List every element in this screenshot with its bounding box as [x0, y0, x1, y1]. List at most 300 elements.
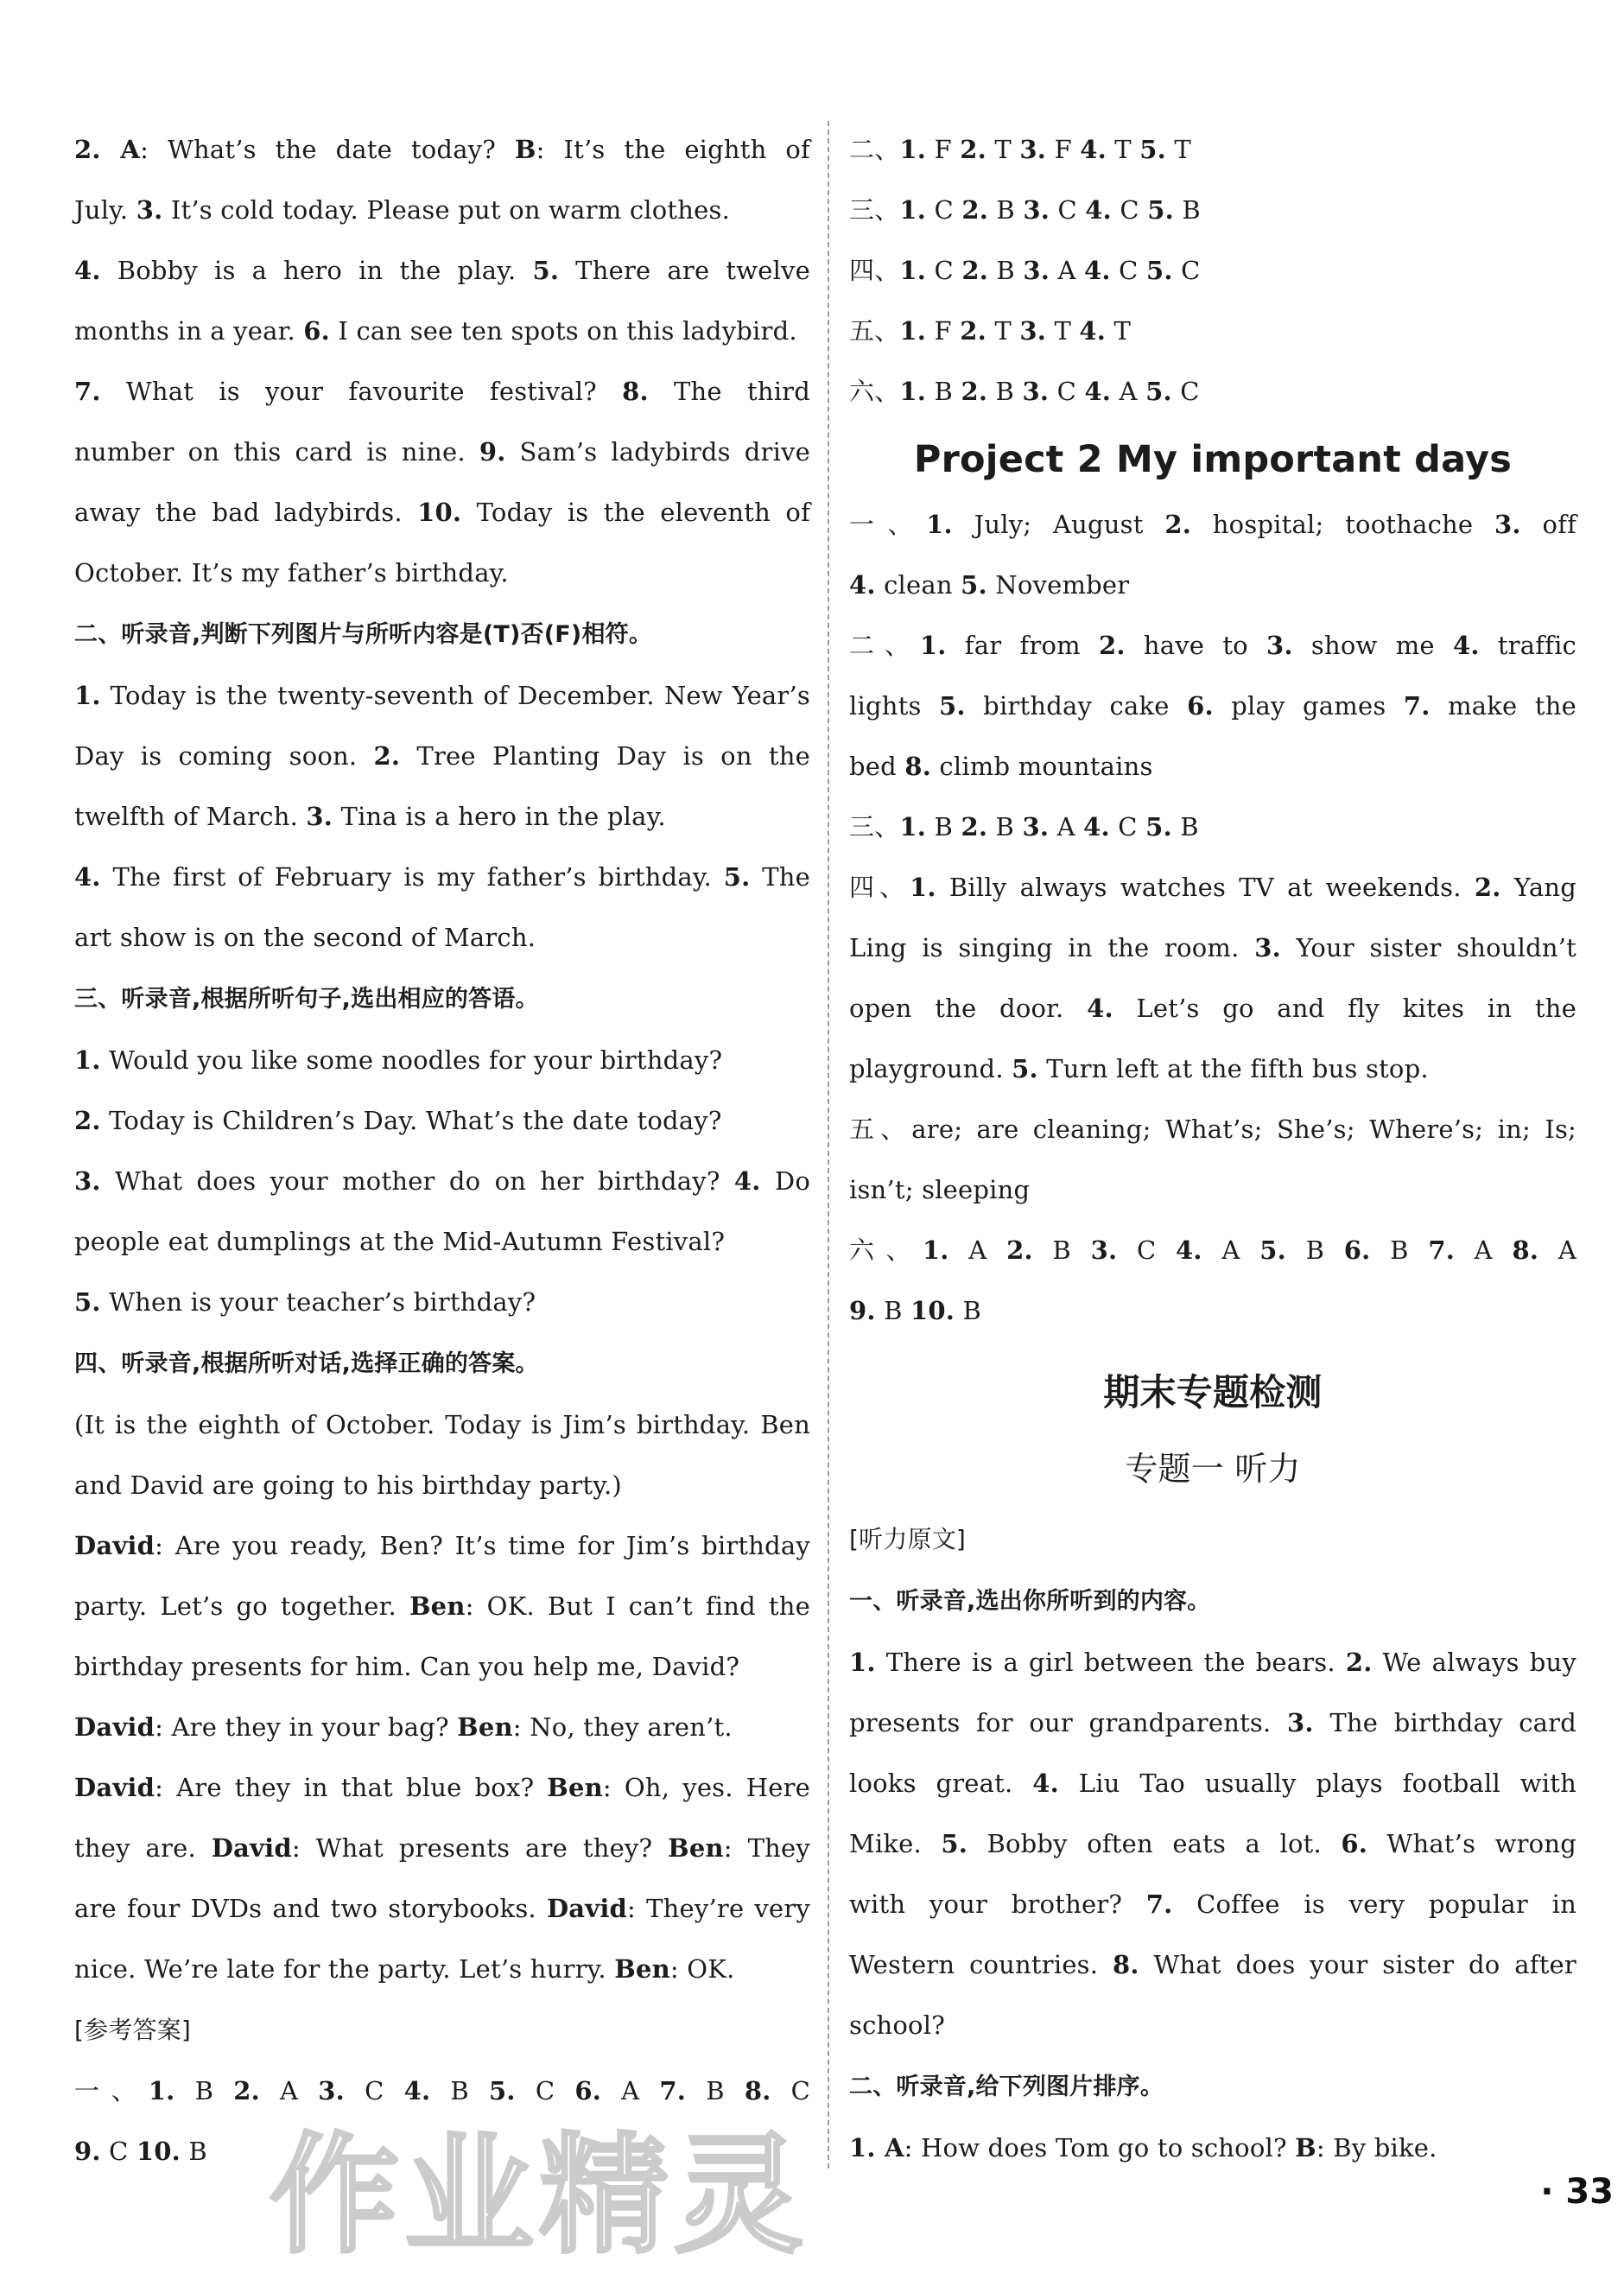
text-line: [74, 422, 810, 482]
bold-label: 1.: [919, 631, 947, 660]
text-run: : It’s the eighth of: [536, 135, 810, 164]
text-run: B: [926, 377, 961, 406]
text-line: [74, 726, 810, 786]
text-line: [74, 1211, 810, 1272]
bold-label: 8.: [1113, 1950, 1139, 1979]
text-line: [849, 1813, 1576, 1874]
text-run: What’s wrong: [1367, 1829, 1576, 1858]
bold-label: 4.: [1087, 994, 1113, 1023]
text-run: Tree Planting Day is on the: [400, 741, 810, 771]
text-run: people eat dumplings at the Mid-Autumn Festival?: [74, 1227, 726, 1256]
text-line: [849, 555, 1576, 615]
bold-label: 5.: [961, 570, 987, 600]
text-run: A: [1049, 812, 1084, 842]
text-run: Ling is singing in the room.: [849, 933, 1255, 962]
text-line: [849, 180, 1576, 240]
text-run: looks great.: [849, 1769, 1033, 1798]
text-run: C: [1110, 256, 1146, 285]
text-line: [74, 1332, 810, 1394]
text-run: twelfth of March.: [74, 802, 307, 831]
text-run: We always buy: [1372, 1648, 1576, 1677]
bold-label: 4.: [733, 1166, 761, 1196]
text-run: party. Let’s go together.: [74, 1591, 409, 1621]
text-line: [74, 1576, 810, 1636]
text-line: [74, 1636, 810, 1697]
bold-label: 4.: [1084, 377, 1112, 406]
text-line: [849, 1934, 1576, 1995]
page-number: · 33: [1540, 2172, 1614, 2212]
text-run: Turn left at the fifth bus stop.: [1037, 1054, 1429, 1083]
text-run: A: [259, 2076, 319, 2105]
text-run: July.: [74, 195, 136, 225]
bold-label: 1.: [74, 1045, 101, 1075]
text-run: hospital; toothache: [1191, 510, 1495, 539]
text-run: art show is on the second of March.: [74, 923, 536, 952]
text-run: 六、: [849, 1235, 923, 1265]
text-line: [74, 1030, 810, 1090]
bold-label: 8.: [1512, 1235, 1539, 1265]
text-run: B: [955, 1296, 982, 1325]
text-line: [74, 1272, 810, 1332]
bold-label: 1.: [899, 195, 927, 225]
bold-label: 6.: [1341, 1829, 1367, 1858]
bold-label: 5.: [1012, 1054, 1038, 1083]
text-line: [74, 1151, 810, 1211]
text-run: C: [1117, 1235, 1177, 1265]
bold-label: 2.: [1474, 873, 1501, 902]
text-line: [74, 968, 810, 1030]
bold-label: 6.: [1187, 691, 1214, 721]
bold-label: Ben: [457, 1712, 513, 1742]
text-run: nice. We’re late for the party. Let’s hurry.: [74, 1954, 615, 1984]
bold-label: 3.: [1090, 1235, 1118, 1265]
text-run: T: [986, 135, 1020, 164]
text-run: 五、are; are cleaning; What’s; She’s; Where’s; in; Is;: [849, 1115, 1576, 1144]
text-run: 一、: [74, 2076, 149, 2105]
text-line: [74, 847, 810, 907]
bold-label: 5.: [1259, 1235, 1286, 1265]
bold-label: Ben: [409, 1591, 466, 1621]
text-run: 一、: [849, 510, 927, 539]
text-line: [849, 2055, 1576, 2118]
text-run: Let’s go and fly kites in the: [1113, 994, 1577, 1023]
bold-label: David: [211, 1833, 292, 1863]
bold-label: 4.: [1079, 316, 1107, 346]
text-line: [74, 603, 810, 665]
text-line: [74, 119, 810, 180]
bold-label: David: [74, 1531, 155, 1560]
final-test-title: 期末专题检测: [1103, 1371, 1323, 1413]
text-run: B: [1173, 195, 1201, 225]
text-line: [849, 1995, 1576, 2055]
project-title: Project 2 My important days: [913, 438, 1513, 481]
text-line: [849, 1570, 1576, 1632]
bold-label: 3.: [74, 1166, 101, 1196]
bold-label: 3.: [1022, 377, 1050, 406]
bold-label: 1.: [849, 1648, 876, 1677]
bold-label: 5.: [1145, 256, 1173, 285]
text-run: : Are they in your bag?: [155, 1712, 458, 1742]
text-run: F: [1046, 135, 1081, 164]
text-run: birthday presents for him. Can you help me, David?: [74, 1652, 740, 1681]
text-line: [849, 1099, 1576, 1159]
bold-label: 10.: [417, 498, 462, 527]
text-line: [849, 1220, 1576, 1280]
text-run: : No, they aren’t.: [512, 1712, 733, 1742]
text-run: What does your mother do on her birthday?: [100, 1166, 734, 1196]
text-run: F: [926, 135, 961, 164]
text-run: are four DVDs and two storybooks.: [74, 1894, 547, 1923]
text-run: 五、: [849, 316, 900, 346]
text-line: [74, 665, 810, 726]
text-line: [849, 2118, 1576, 2178]
text-run: months in a year.: [74, 316, 304, 346]
text-line: [849, 918, 1576, 978]
text-run: C: [100, 2137, 136, 2166]
text-run: : By bike.: [1316, 2133, 1437, 2163]
watermark: 作业精灵: [270, 2121, 809, 2271]
text-line: [74, 1394, 810, 1455]
bold-label: 4.: [1176, 1235, 1202, 1265]
text-run: away the bad ladybirds.: [74, 498, 418, 527]
text-line: [849, 978, 1576, 1038]
bold-label: 4.: [74, 862, 101, 892]
text-run: clean: [875, 570, 961, 600]
bold-label: 2.: [961, 195, 989, 225]
text-run: lights: [849, 691, 940, 721]
text-run: : What’s the date today?: [140, 135, 515, 164]
text-line: [849, 361, 1576, 422]
text-run: B: [926, 812, 961, 842]
text-run: B: [987, 377, 1023, 406]
bold-label: 2.: [233, 2076, 260, 2105]
text-run: birthday cake: [965, 691, 1188, 721]
text-run: show me: [1292, 631, 1453, 660]
bold-label: David: [74, 1773, 155, 1802]
text-line: [74, 301, 810, 361]
text-run: A: [1111, 377, 1146, 406]
text-run: A: [1050, 256, 1085, 285]
bold-label: 1.: [909, 873, 936, 902]
text-run: : Are you ready, Ben? It’s time for Jim’s birthday: [155, 1531, 810, 1560]
text-run: Mike.: [849, 1829, 942, 1858]
text-run: [听力原文]: [849, 1525, 967, 1553]
bold-label: 5.: [1147, 195, 1174, 225]
text-line: [849, 1632, 1576, 1693]
text-line: [849, 494, 1576, 555]
text-line: [74, 240, 810, 301]
text-run: (It is the eighth of October. Today is Jim’s birthday. Ben: [74, 1410, 810, 1439]
bold-label: 4.: [1032, 1769, 1059, 1798]
text-line: [849, 119, 1576, 180]
text-run: 三、: [849, 195, 900, 225]
text-run: C: [1050, 195, 1086, 225]
bold-label: 10.: [136, 2137, 181, 2166]
bold-label: 2.: [961, 256, 989, 285]
text-line: [74, 1818, 810, 1878]
text-line: [849, 301, 1576, 361]
text-line: [74, 907, 810, 968]
text-line: [849, 676, 1576, 736]
text-line: [849, 1693, 1576, 1753]
text-run: July; August: [952, 510, 1165, 539]
bold-label: 2.: [1345, 1648, 1373, 1677]
text-run: A: [1538, 1235, 1576, 1265]
bold-label: 4.: [1084, 256, 1111, 285]
text-line: [74, 180, 810, 240]
text-line: [74, 786, 810, 847]
bold-label: 2.: [960, 135, 986, 164]
text-run: presents for our grandparents.: [849, 1708, 1288, 1737]
bold-label: 2. A: [74, 135, 141, 164]
bold-label: David: [546, 1894, 628, 1923]
text-run: The birthday card: [1313, 1708, 1576, 1737]
text-run: C: [771, 2076, 810, 2105]
text-run: C: [1171, 377, 1200, 406]
right-column: [849, 119, 1576, 2178]
text-line: [849, 615, 1576, 676]
text-run: Coffee is very popular in: [1172, 1889, 1576, 1919]
text-run: 六、: [849, 377, 900, 406]
bold-label: 1. A: [849, 2133, 904, 2163]
text-run: off: [1520, 510, 1576, 539]
text-line: [74, 1515, 810, 1576]
text-run: Billy always watches TV at weekends.: [936, 873, 1475, 902]
text-run: : They’re very: [627, 1894, 811, 1923]
answer-key-top: [849, 119, 1576, 422]
bold-label: 4.: [1085, 195, 1112, 225]
text-run: open the door.: [849, 994, 1088, 1023]
bold-label: 2.: [1164, 510, 1192, 539]
text-run: school?: [849, 2010, 945, 2040]
text-run: Do: [760, 1166, 811, 1196]
bold-label: 9.: [479, 437, 506, 467]
text-run: B: [988, 256, 1024, 285]
text-run: The third: [648, 377, 810, 406]
bold-label: 5.: [1145, 812, 1172, 842]
bold-label: 3.: [318, 2076, 345, 2105]
column-divider: [828, 121, 829, 2169]
text-line: [849, 1038, 1576, 1099]
text-run: T: [1046, 316, 1080, 346]
text-run: Would you like some noodles for your birthday?: [100, 1045, 723, 1075]
bold-label: 6.: [1343, 1235, 1371, 1265]
bold-label: 8.: [904, 752, 931, 781]
text-line: [849, 857, 1576, 918]
text-run: Today is Children’s Day. What’s the date today?: [100, 1106, 722, 1135]
bold-label: 2.: [961, 812, 988, 842]
text-run: When is your teacher’s birthday?: [100, 1287, 536, 1317]
text-line: [849, 1159, 1576, 1220]
bold-label: 1.: [922, 1235, 949, 1265]
text-run: A: [1455, 1235, 1513, 1265]
text-run: B: [875, 1296, 911, 1325]
text-run: Western countries.: [849, 1950, 1113, 1979]
text-run: What does your sister do after: [1139, 1950, 1576, 1979]
bold-label: 6.: [574, 2076, 602, 2105]
text-run: B: [988, 195, 1024, 225]
text-run: far from: [946, 631, 1099, 660]
text-run: climb mountains: [931, 752, 1153, 781]
text-line: [74, 361, 810, 422]
text-run: make the: [1430, 691, 1576, 721]
bold-label: Ben: [547, 1773, 603, 1802]
bold-label: 7.: [1145, 1889, 1173, 1919]
bold-label: 4.: [1452, 631, 1480, 660]
text-run: B: [987, 812, 1023, 842]
text-run: 二、: [849, 135, 900, 164]
text-run: : Oh, yes. Here: [602, 1773, 810, 1802]
text-run: The: [750, 862, 810, 892]
bold-label: Ben: [614, 1954, 670, 1984]
text-run: playground.: [849, 1054, 1012, 1083]
bold-label: 1.: [899, 316, 927, 346]
text-line: [74, 1697, 810, 1757]
page-number-value: 33: [1565, 2172, 1614, 2212]
text-line: [849, 736, 1576, 797]
text-run: B: [180, 2137, 207, 2166]
text-run: and David are going to his birthday party.): [74, 1470, 622, 1500]
text-run: B: [174, 2076, 234, 2105]
text-run: B: [686, 2076, 745, 2105]
text-run: Your sister shouldn’t: [1280, 933, 1576, 962]
section-heading: 四、听录音,根据所听对话,选择正确的答案。: [74, 1350, 539, 1377]
bold-label: 9.: [74, 2137, 101, 2166]
bold-label: 1.: [899, 812, 927, 842]
text-run: number on this card is nine.: [74, 437, 479, 467]
bold-label: 8.: [744, 2076, 771, 2105]
bold-label: 4.: [849, 570, 876, 600]
bold-label: 4.: [403, 2076, 431, 2105]
text-run: Liu Tao usually plays football with: [1058, 1769, 1576, 1798]
text-run: : How does Tom go to school?: [904, 2133, 1296, 2163]
bold-label: 3.: [1287, 1708, 1314, 1737]
bold-label: 2.: [960, 316, 986, 346]
bold-label: 1.: [899, 377, 927, 406]
bold-label: 5.: [532, 256, 560, 285]
bold-label: 10.: [910, 1296, 955, 1325]
text-run: : They: [723, 1833, 810, 1863]
text-run: T: [986, 316, 1020, 346]
text-line: [849, 797, 1576, 857]
text-run: bed: [849, 752, 905, 781]
bold-label: Ben: [668, 1833, 724, 1863]
text-run: : Are they in that blue box?: [155, 1773, 548, 1802]
text-run: Yang: [1500, 873, 1576, 902]
text-run: Today is the eleventh of: [461, 498, 811, 527]
bold-label: 4.: [1080, 135, 1107, 164]
bold-label: 2.: [74, 1106, 101, 1135]
bold-label: 3.: [1022, 812, 1050, 842]
text-run: 四、: [849, 256, 900, 285]
text-run: C: [1172, 256, 1201, 285]
text-run: C: [1111, 195, 1148, 225]
bold-label: 3.: [1019, 135, 1047, 164]
text-run: with your brother?: [849, 1889, 1146, 1919]
bold-label: 9.: [849, 1296, 876, 1325]
bold-label: 2.: [373, 741, 401, 771]
bold-label: B: [1295, 2133, 1316, 2163]
text-line: [74, 1455, 810, 1515]
text-run: Tina is a hero in the play.: [333, 802, 666, 831]
text-line: [849, 1508, 1576, 1570]
text-run: C: [1109, 812, 1146, 842]
text-run: There is a girl between the bears.: [875, 1648, 1346, 1677]
bold-label: 5.: [74, 1287, 101, 1317]
bold-label: 5.: [941, 1829, 968, 1858]
bold-label: 2.: [1098, 631, 1126, 660]
text-line: [74, 1878, 810, 1939]
section-heading: 二、听录音,给下列图片排序。: [849, 2074, 1164, 2100]
text-run: October. It’s my father’s birthday.: [74, 558, 509, 587]
bold-label: 7.: [1428, 1235, 1455, 1265]
text-run: Bobby is a hero in the play.: [100, 256, 533, 285]
bold-label: 3.: [1019, 316, 1047, 346]
text-run: Bobby often eats a lot.: [967, 1829, 1342, 1858]
text-run: they are.: [74, 1833, 212, 1863]
text-run: play games: [1213, 691, 1404, 721]
text-run: C: [926, 195, 962, 225]
text-run: traffic: [1479, 631, 1577, 660]
left-text-block: [74, 119, 810, 2182]
text-run: T: [1106, 316, 1132, 346]
text-run: 三、: [849, 812, 900, 842]
bold-label: David: [74, 1712, 155, 1742]
text-run: [参考答案]: [74, 2016, 192, 2044]
bold-label: B: [514, 135, 536, 164]
bold-label: 1.: [74, 681, 101, 710]
text-run: What is your favourite festival?: [100, 377, 623, 406]
text-run: Day is coming soon.: [74, 741, 374, 771]
text-run: C: [344, 2076, 404, 2105]
bold-label: 3.: [1023, 256, 1050, 285]
bold-label: 1.: [926, 510, 953, 539]
text-line: [74, 1090, 810, 1151]
bold-label: 7.: [659, 2076, 687, 2105]
text-run: : OK.: [669, 1954, 735, 1984]
text-run: 四、: [849, 873, 910, 902]
bold-label: 7.: [74, 377, 101, 406]
text-run: : OK. But I can’t find the: [465, 1591, 810, 1621]
text-run: have to: [1125, 631, 1267, 660]
bold-label: 7.: [1403, 691, 1431, 721]
text-line: [849, 240, 1576, 301]
text-run: A: [601, 2076, 660, 2105]
project-answers: [849, 494, 1576, 1341]
bold-label: 4.: [74, 256, 101, 285]
bold-label: 8.: [622, 377, 649, 406]
text-line: [74, 1939, 810, 1999]
bold-label: 5.: [1145, 377, 1172, 406]
text-line: [74, 1757, 810, 1818]
bold-label: 3.: [136, 195, 163, 225]
text-line: [74, 543, 810, 603]
bold-label: 1.: [148, 2076, 175, 2105]
text-run: isn’t; sleeping: [849, 1175, 1031, 1204]
text-run: T: [1106, 135, 1140, 164]
text-line: [849, 1874, 1576, 1934]
bold-label: 5.: [1139, 135, 1166, 164]
text-run: B: [1032, 1235, 1091, 1265]
bold-label: 4.: [1083, 812, 1110, 842]
left-column: [74, 119, 810, 2182]
final-test-subtitle: 专题一 听力: [1125, 1450, 1301, 1488]
bold-label: 5.: [723, 862, 751, 892]
text-run: 二、: [849, 631, 920, 660]
bold-label: 3.: [1254, 933, 1281, 962]
bold-label: 5.: [489, 2076, 516, 2105]
bold-label: 3.: [306, 802, 333, 831]
